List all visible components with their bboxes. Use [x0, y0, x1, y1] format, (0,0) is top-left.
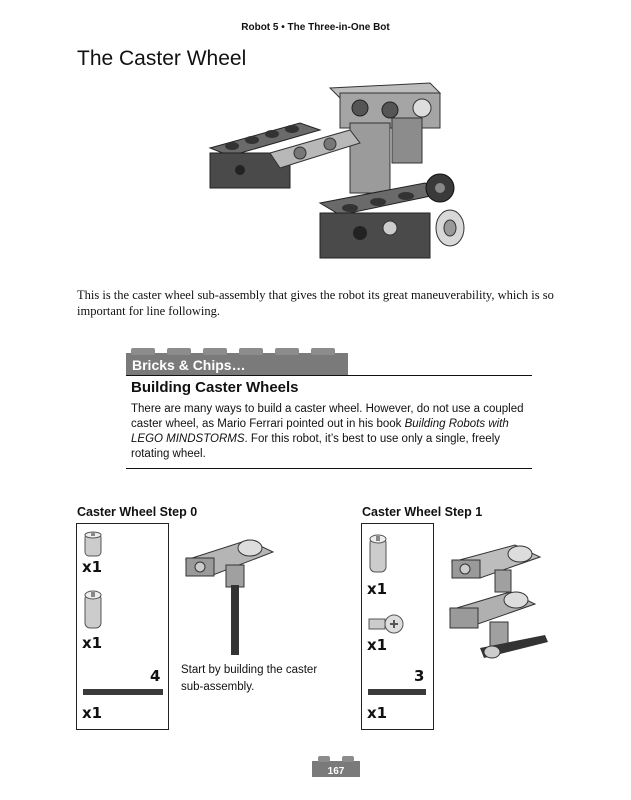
caster-assembly-illustration [200, 68, 480, 278]
step1-part3-qty: x1 [367, 704, 388, 722]
step1-title: Caster Wheel Step 1 [362, 505, 483, 519]
step0-assembly-illustration [178, 530, 283, 665]
half-bushing-icon [82, 586, 104, 634]
bushing-icon [82, 530, 104, 560]
axle-icon [368, 688, 426, 696]
step0-parts-box [76, 523, 169, 730]
chapter-title: The Caster Wheel [77, 47, 247, 70]
step1-assembly-illustration [440, 540, 555, 680]
step1-part1-qty: x1 [367, 580, 388, 598]
step0-part1-qty: x1 [82, 558, 103, 576]
sidebar-body-text-2: . For this robot, it’s best to use only a single, freely rotating wheel. [131, 433, 500, 460]
step0-axle-length: 4 [150, 667, 161, 685]
step0-part3-qty: x1 [82, 704, 103, 722]
sidebar-bottom-rule [126, 468, 532, 469]
sidebar-book-title: Building Robots with LEGO MINDSTORMS [131, 418, 509, 445]
page-number: 167 [327, 766, 345, 777]
sidebar-label: Bricks & Chips… [132, 357, 246, 373]
sidebar-body [126, 396, 532, 468]
bricks-and-chips-sidebar [126, 345, 532, 469]
step0-title: Caster Wheel Step 0 [77, 505, 198, 519]
step1-axle-length: 3 [414, 667, 425, 685]
bushing-icon [367, 530, 389, 578]
step0-caption: Start by building the caster sub-assembly. [181, 664, 318, 693]
running-head: Robot 5 • The Three-in-One Bot [241, 22, 390, 33]
step1-parts-box [361, 523, 434, 730]
sidebar-body-text-1: There are many ways to build a caster wheel. However, do not use a coupled caster wheel, as Mario Ferrari pointed out in his book [131, 403, 524, 430]
sidebar-banner [126, 345, 348, 375]
step1-part2-qty: x1 [367, 636, 388, 654]
step0-part2-qty: x1 [82, 634, 103, 652]
axle-icon [83, 688, 163, 696]
intro-paragraph: This is the caster wheel sub-assembly that gives the robot its great maneuverability, which is so important for line following. [77, 288, 554, 318]
sidebar-heading: Building Caster Wheels [131, 379, 299, 396]
connector-icon [367, 612, 407, 636]
